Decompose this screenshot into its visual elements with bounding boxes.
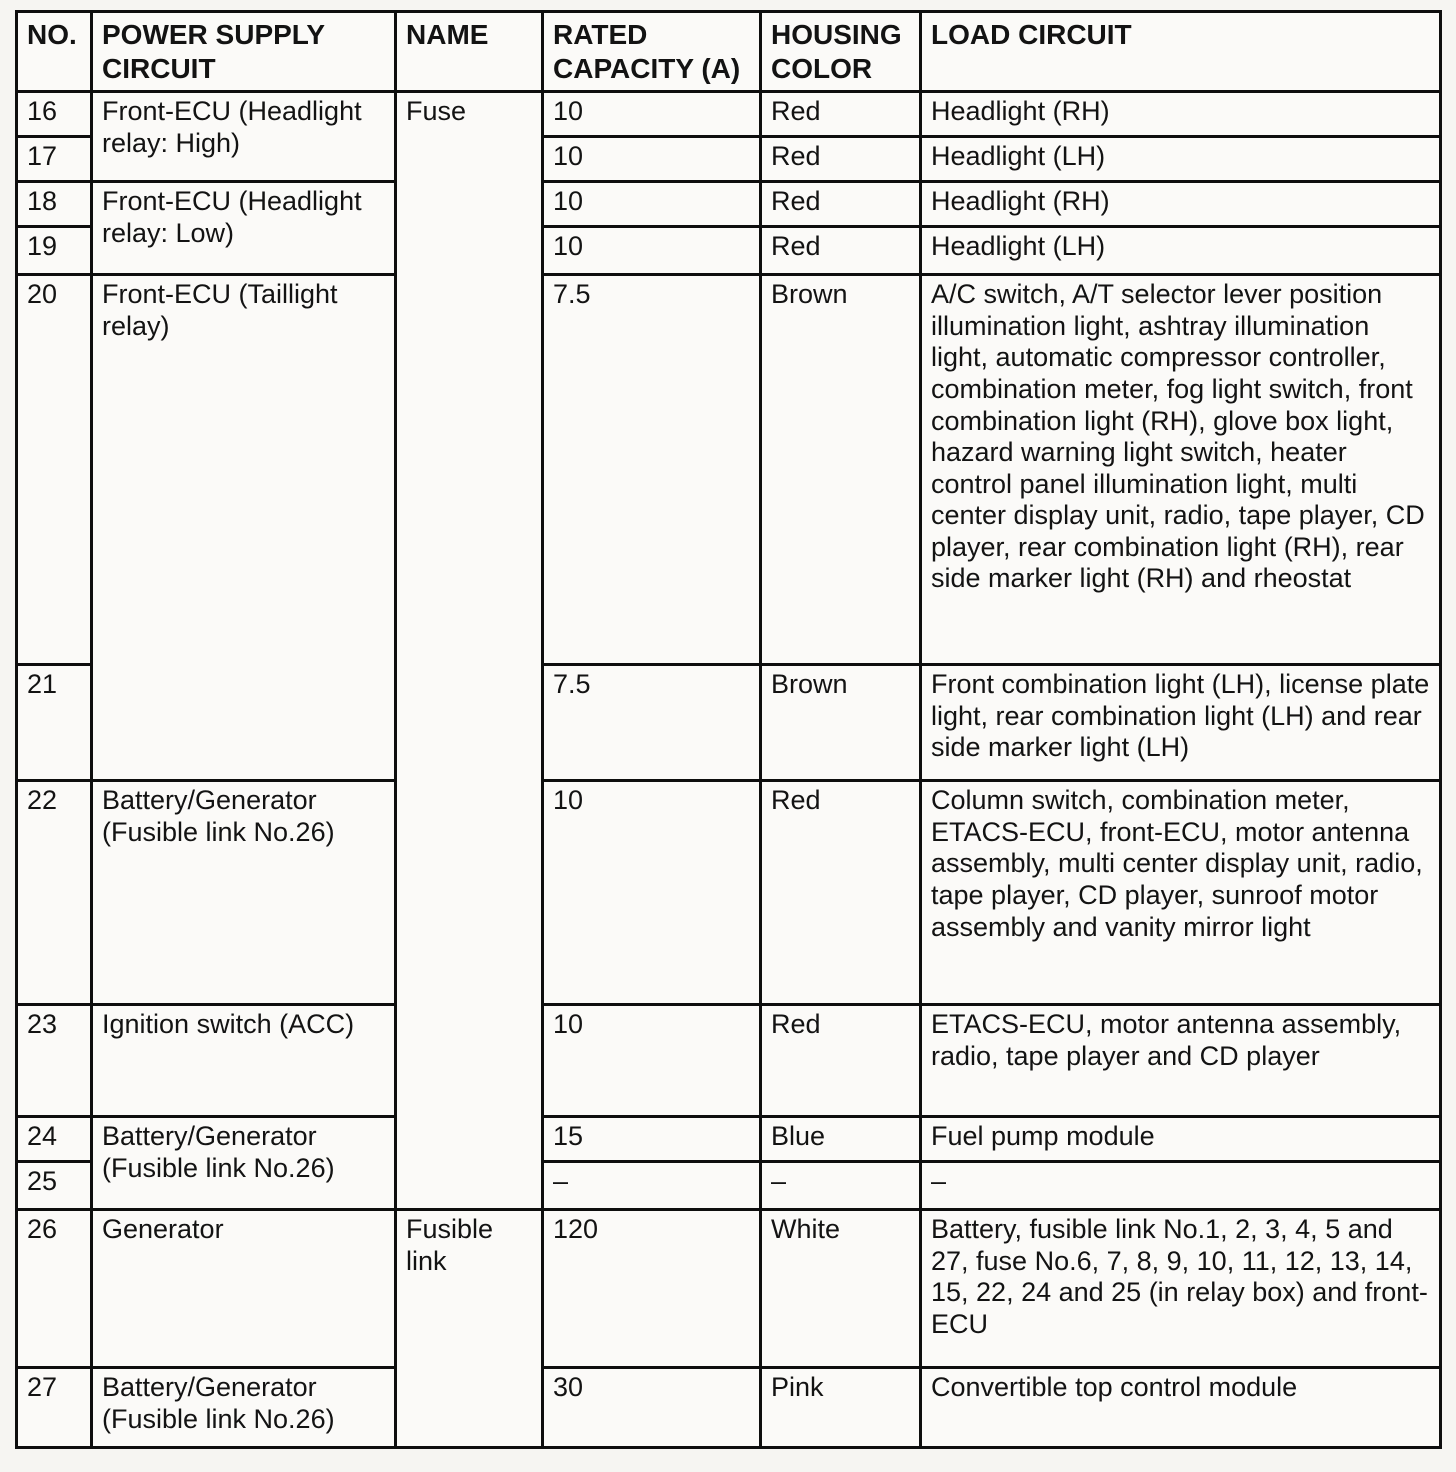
cell-housing-color: White bbox=[761, 1210, 921, 1368]
cell-load-circuit: Fuel pump module bbox=[921, 1117, 1441, 1162]
cell-power-supply-circuit: Front-ECU (Headlight relay: High) bbox=[92, 92, 396, 182]
cell-housing-color: Brown bbox=[761, 665, 921, 781]
cell-rated-capacity: 7.5 bbox=[543, 275, 761, 665]
cell-rated-capacity: – bbox=[543, 1162, 761, 1210]
cell-rated-capacity: 10 bbox=[543, 92, 761, 137]
table-row bbox=[17, 92, 1441, 137]
cell-power-supply-circuit: Battery/Generator (Fusible link No.26) bbox=[92, 1117, 396, 1210]
cell-load-circuit: – bbox=[921, 1162, 1441, 1210]
cell-rated-capacity: 10 bbox=[543, 137, 761, 182]
cell-load-circuit: Headlight (RH) bbox=[921, 182, 1441, 227]
cell-power-supply-circuit: Generator bbox=[92, 1210, 396, 1368]
cell-rated-capacity: 120 bbox=[543, 1210, 761, 1368]
cell-housing-color: Red bbox=[761, 781, 921, 1005]
table-header-row bbox=[17, 12, 1441, 92]
cell-rated-capacity: 10 bbox=[543, 227, 761, 275]
fuse-circuit-table bbox=[15, 10, 1442, 1449]
cell-no: 19 bbox=[17, 227, 92, 275]
cell-power-supply-circuit: Battery/Generator (Fusible link No.26) bbox=[92, 781, 396, 1005]
cell-housing-color: Red bbox=[761, 1005, 921, 1117]
cell-no: 20 bbox=[17, 275, 92, 665]
cell-name: Fuse bbox=[396, 92, 543, 1210]
cell-no: 18 bbox=[17, 182, 92, 227]
cell-housing-color: – bbox=[761, 1162, 921, 1210]
cell-rated-capacity: 10 bbox=[543, 1005, 761, 1117]
cell-no: 24 bbox=[17, 1117, 92, 1162]
cell-load-circuit: Headlight (LH) bbox=[921, 137, 1441, 182]
cell-housing-color: Red bbox=[761, 182, 921, 227]
table-row bbox=[17, 275, 1441, 665]
cell-power-supply-circuit: Ignition switch (ACC) bbox=[92, 1005, 396, 1117]
cell-load-circuit: Column switch, combination meter, ETACS-ECU, front-ECU, motor antenna assembly, multi center display unit, radio, tape player, CD player, sunroof motor assembly and vanity mirror light bbox=[921, 781, 1441, 1005]
cell-housing-color: Red bbox=[761, 227, 921, 275]
cell-no: 27 bbox=[17, 1368, 92, 1448]
cell-housing-color: Blue bbox=[761, 1117, 921, 1162]
table-row bbox=[17, 781, 1441, 1005]
col-header-load-circuit: LOAD CIRCUIT bbox=[921, 12, 1441, 92]
table-row bbox=[17, 1210, 1441, 1368]
cell-load-circuit: A/C switch, A/T selector lever position illumination light, ashtray illumination light, automatic compressor controller, combination meter, fog light switch, front combination light (RH), glove box light, hazard warning light switch, heater control panel illumination light, multi center display unit, radio, tape player, CD player, rear combination light (RH), rear side marker light (RH) and rheostat bbox=[921, 275, 1441, 665]
cell-load-circuit: Headlight (RH) bbox=[921, 92, 1441, 137]
cell-housing-color: Brown bbox=[761, 275, 921, 665]
cell-housing-color: Red bbox=[761, 137, 921, 182]
cell-no: 17 bbox=[17, 137, 92, 182]
cell-no: 25 bbox=[17, 1162, 92, 1210]
col-header-no: NO. bbox=[17, 12, 92, 92]
cell-no: 16 bbox=[17, 92, 92, 137]
cell-no: 23 bbox=[17, 1005, 92, 1117]
cell-power-supply-circuit: Front-ECU (Headlight relay: Low) bbox=[92, 182, 396, 275]
cell-load-circuit: Front combination light (LH), license plate light, rear combination light (LH) and rear side marker light (LH) bbox=[921, 665, 1441, 781]
cell-power-supply-circuit: Battery/Generator (Fusible link No.26) bbox=[92, 1368, 396, 1448]
cell-rated-capacity: 10 bbox=[543, 781, 761, 1005]
cell-rated-capacity: 30 bbox=[543, 1368, 761, 1448]
cell-power-supply-circuit: Front-ECU (Taillight relay) bbox=[92, 275, 396, 781]
cell-rated-capacity: 15 bbox=[543, 1117, 761, 1162]
table-row bbox=[17, 182, 1441, 227]
col-header-power-supply-circuit: POWER SUPPLY CIRCUIT bbox=[92, 12, 396, 92]
cell-load-circuit: Convertible top control module bbox=[921, 1368, 1441, 1448]
cell-no: 21 bbox=[17, 665, 92, 781]
cell-name: Fusible link bbox=[396, 1210, 543, 1448]
cell-rated-capacity: 10 bbox=[543, 182, 761, 227]
col-header-rated-capacity: RATED CAPACITY (A) bbox=[543, 12, 761, 92]
col-header-name: NAME bbox=[396, 12, 543, 92]
table-row bbox=[17, 1368, 1441, 1448]
table-row bbox=[17, 1117, 1441, 1162]
cell-load-circuit: ETACS-ECU, motor antenna assembly, radio, tape player and CD player bbox=[921, 1005, 1441, 1117]
cell-no: 22 bbox=[17, 781, 92, 1005]
cell-rated-capacity: 7.5 bbox=[543, 665, 761, 781]
cell-load-circuit: Battery, fusible link No.1, 2, 3, 4, 5 and 27, fuse No.6, 7, 8, 9, 10, 11, 12, 13, 14, 15, 22, 24 and 25 (in relay box) and front-ECU bbox=[921, 1210, 1441, 1368]
cell-no: 26 bbox=[17, 1210, 92, 1368]
table-row bbox=[17, 1005, 1441, 1117]
col-header-housing-color: HOUSING COLOR bbox=[761, 12, 921, 92]
cell-load-circuit: Headlight (LH) bbox=[921, 227, 1441, 275]
cell-housing-color: Pink bbox=[761, 1368, 921, 1448]
cell-housing-color: Red bbox=[761, 92, 921, 137]
